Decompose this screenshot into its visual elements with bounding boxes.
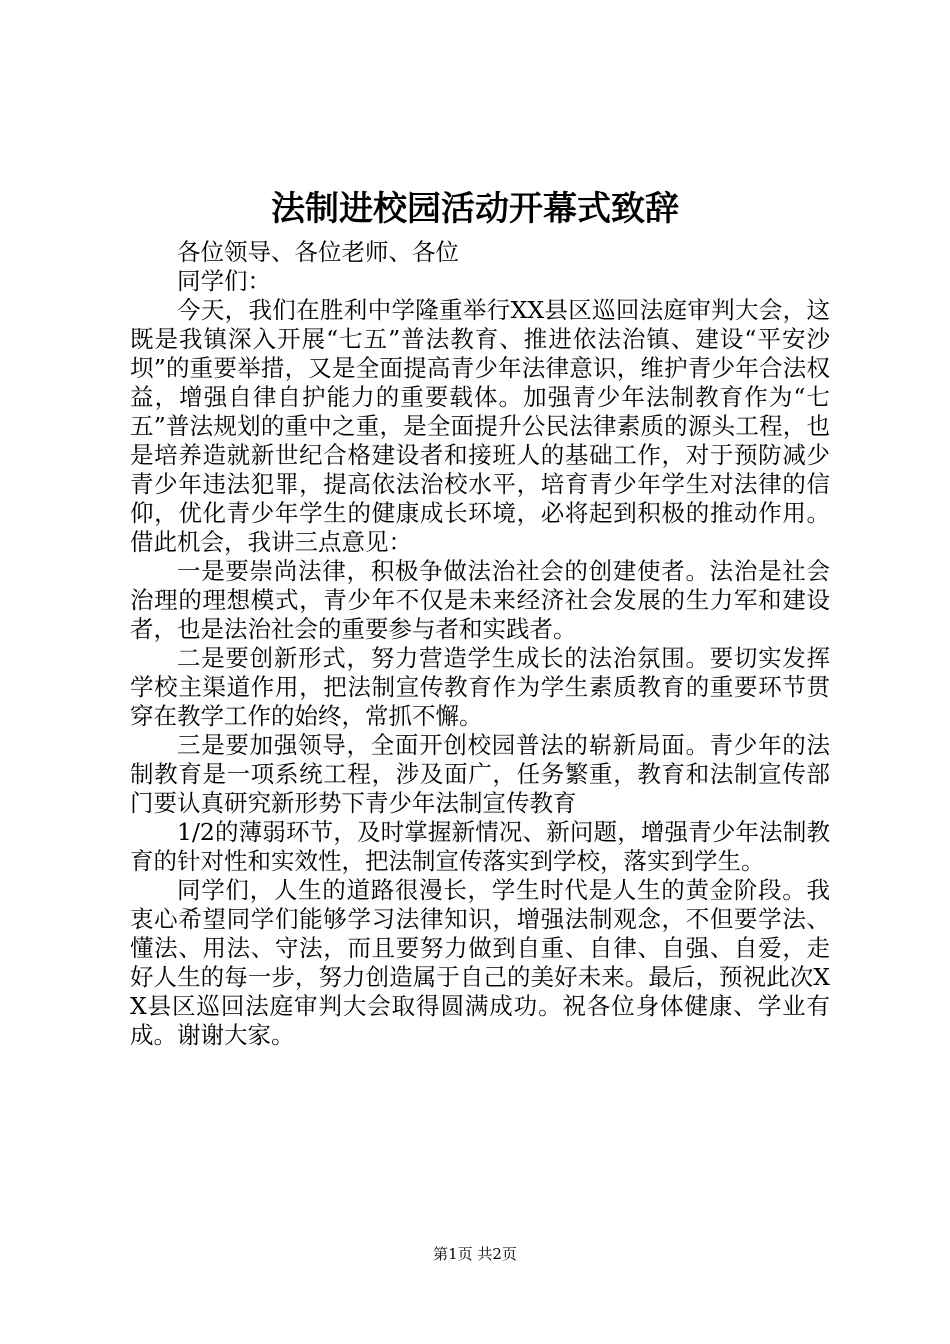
salutation-line-1: 各位领导、各位老师、各位 bbox=[177, 238, 459, 266]
body-paragraph-3: 二是要创新形式，努力营造学生成长的法治氛围。要切实发挥学校主渠道作用，把法制宣传教育作为学生素质教育的重要环节贯穿在教学工作的始终，常抓不懈。 bbox=[130, 644, 830, 730]
salutation-line-2: 同学们： bbox=[177, 267, 271, 295]
body-paragraph-2: 一是要崇尚法律，积极争做法治社会的创建使者。法治是社会治理的理想模式，青少年不仅是未来经济社会发展的生力军和建设者，也是法治社会的重要参与者和实践者。 bbox=[130, 557, 830, 643]
body-paragraph-4: 三是要加强领导，全面开创校园普法的崭新局面。青少年的法制教育是一项系统工程，涉及面广，任务繁重，教育和法制宣传部门要认真研究新形势下青少年法制宣传教育 bbox=[130, 731, 830, 817]
body-paragraph-6: 同学们，人生的道路很漫长，学生时代是人生的黄金阶段。我衷心希望同学们能够学习法律知识，增强法制观念，不但要学法、懂法、用法、守法，而且要努力做到自重、自律、自强、自爱，走好人生的每一步，努力创造属于自己的美好未来。最后，预祝此次XX县区巡回法庭审判大会取得圆满成功。祝各位身体健康、学业有成。谢谢大家。 bbox=[130, 876, 830, 1049]
body-paragraph-1: 今天，我们在胜利中学隆重举行XX县区巡回法庭审判大会，这既是我镇深入开展“七五”普法教育、推进依法治镇、建设“平安沙坝”的重要举措，又是全面提高青少年法律意识，维护青少年合法权益，增强自律自护能力的重要载体。加强青少年法制教育作为“七五”普法规划的重中之重，是全面提升公民法律素质的源头工程，也是培养造就新世纪合格建设者和接班人的基础工作，对于预防减少青少年违法犯罪，提高依法治校水平，培育青少年学生对法律的信仰，优化青少年学生的健康成长环境，必将起到积极的推动作用。借此机会，我讲三点意见： bbox=[130, 296, 830, 556]
body-paragraph-5: 1/2的薄弱环节，及时掌握新情况、新问题，增强青少年法制教育的针对性和实效性，把法制宣传落实到学校，落实到学生。 bbox=[130, 818, 830, 875]
page-footer: 第1页 共2页 bbox=[433, 1245, 517, 1263]
document-body bbox=[130, 238, 830, 1050]
document-title: 法制进校园活动开幕式致辞 bbox=[271, 189, 679, 229]
